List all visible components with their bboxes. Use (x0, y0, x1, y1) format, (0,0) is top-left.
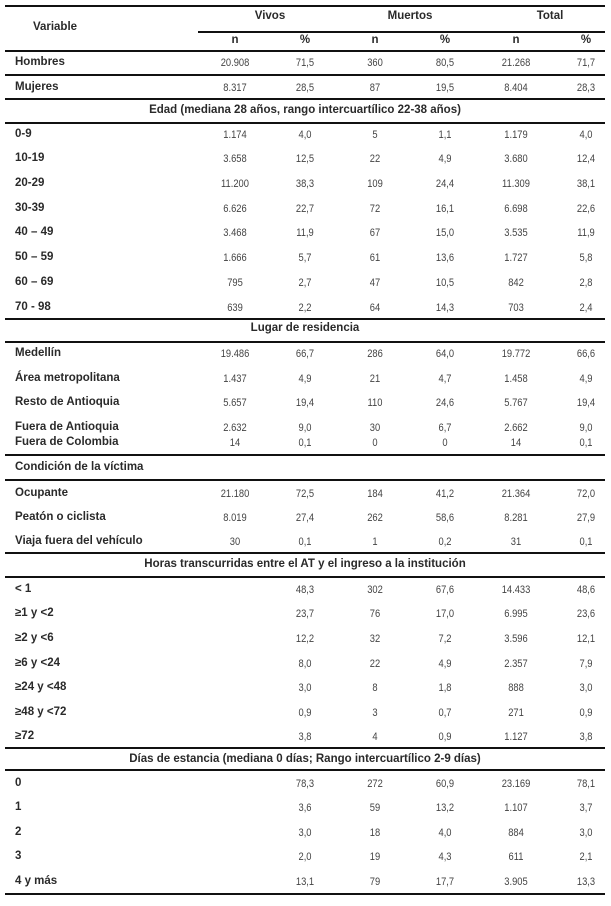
cell-value: 2,0 (298, 851, 312, 863)
cell-value: 59 (369, 802, 381, 814)
cell-value: 3,0 (579, 827, 593, 839)
cell-value: 27,4 (295, 512, 315, 524)
row-label: Medellín (15, 347, 62, 359)
cell-value: 19.486 (220, 348, 250, 360)
cell-value: 360 (367, 57, 383, 69)
cell-value: 2.662 (504, 422, 528, 434)
cell-value: 2,1 (579, 851, 593, 863)
rule-line (5, 552, 605, 554)
row-label: 4 y más (15, 875, 58, 887)
cell-value: 0 (442, 437, 448, 449)
cell-value: 21.268 (501, 57, 531, 69)
cell-value: 1.437 (223, 373, 247, 385)
rule-line (5, 479, 605, 481)
cell-value: 3 (372, 707, 378, 719)
cell-value: 13,2 (435, 802, 455, 814)
cell-value: 0,1 (579, 437, 593, 449)
cell-value: 272 (367, 778, 383, 790)
cell-value: 11,9 (296, 227, 314, 239)
cell-value: 13,6 (435, 252, 455, 264)
cell-value: 1 (372, 536, 378, 548)
cell-value: 60,9 (435, 778, 455, 790)
row-label: Hombres (15, 56, 65, 68)
row-label: ≥1 y <2 (15, 607, 54, 619)
cell-value: 12,5 (295, 153, 315, 165)
row-label: Área metropolitana (15, 372, 120, 384)
cell-value: 72,5 (295, 488, 315, 500)
cell-value: 78,3 (295, 778, 315, 790)
cell-value: 2,8 (579, 277, 593, 289)
cell-value: 4,0 (579, 129, 593, 141)
cell-value: 23.169 (501, 778, 531, 790)
cell-value: 79 (369, 876, 381, 888)
rule-line (5, 893, 605, 895)
cell-value: 2,2 (298, 302, 312, 314)
cell-value: 4,9 (438, 658, 452, 670)
cell-value: 1.727 (504, 252, 528, 264)
cell-value: 38,1 (576, 178, 596, 190)
row-label: ≥24 y <48 (15, 681, 67, 693)
cell-value: 639 (227, 302, 243, 314)
cell-value: 6.995 (504, 608, 528, 620)
cell-value: 19 (369, 851, 381, 863)
cell-value: 31 (510, 536, 522, 548)
cell-value: 271 (508, 707, 524, 719)
row-label: ≥2 y <6 (15, 632, 54, 644)
cell-value: 3,0 (298, 682, 312, 694)
cell-value: 2,4 (579, 302, 593, 314)
header-subcol: n (512, 34, 520, 46)
section-heading: Horas transcurridas entre el AT y el ingreso a la institución (144, 558, 466, 570)
cell-value: 71,5 (295, 57, 315, 69)
row-label: ≥48 y <72 (15, 706, 67, 718)
cell-value: 0,1 (298, 437, 312, 449)
header-group: Total (536, 10, 564, 22)
cell-value: 9,0 (579, 422, 593, 434)
cell-value: 3,0 (298, 827, 312, 839)
cell-value: 13,1 (295, 876, 315, 888)
row-label: 3 (15, 850, 22, 862)
cell-value: 23,7 (295, 608, 315, 620)
cell-value: 20.908 (220, 57, 250, 69)
cell-value: 8.317 (223, 82, 247, 94)
row-label: 40 – 49 (15, 226, 54, 238)
cell-value: 1.458 (504, 373, 528, 385)
cell-value: 17,7 (435, 876, 455, 888)
row-label: Fuera de Antioquia (15, 421, 119, 433)
rule-line (5, 122, 605, 124)
cell-value: 24,6 (435, 397, 455, 409)
rule-line (5, 769, 605, 771)
cell-value: 0,1 (579, 536, 593, 548)
row-label: Resto de Antioquia (15, 396, 120, 408)
cell-value: 3,6 (298, 802, 312, 814)
cell-value: 703 (508, 302, 524, 314)
rule-line (5, 74, 605, 76)
cell-value: 22 (369, 658, 381, 670)
cell-value: 19,4 (576, 397, 596, 409)
cell-value: 0,9 (298, 707, 312, 719)
row-label: Peatón o ciclista (15, 511, 106, 523)
cell-value: 3,8 (298, 731, 312, 743)
cell-value: 1.107 (504, 802, 528, 814)
cell-value: 47 (369, 277, 381, 289)
cell-value: 2.632 (223, 422, 247, 434)
cell-value: 286 (367, 348, 383, 360)
cell-value: 13,3 (576, 876, 596, 888)
cell-value: 67 (369, 227, 381, 239)
header-subcol: n (371, 34, 379, 46)
cell-value: 28,5 (295, 82, 315, 94)
cell-value: 30 (369, 422, 381, 434)
header-subcol: % (439, 34, 451, 46)
cell-value: 19,4 (295, 397, 315, 409)
cell-value: 0,2 (438, 536, 452, 548)
section-heading: Condición de la víctima (15, 461, 144, 473)
row-label: 30-39 (15, 202, 45, 214)
cell-value: 1.127 (504, 731, 528, 743)
cell-value: 3,7 (579, 802, 593, 814)
cell-value: 5 (372, 129, 378, 141)
cell-value: 66,7 (295, 348, 315, 360)
cell-value: 3,8 (579, 731, 593, 743)
cell-value: 61 (369, 252, 381, 264)
cell-value: 0,9 (579, 707, 593, 719)
cell-value: 27,9 (576, 512, 596, 524)
cell-value: 76 (369, 608, 381, 620)
cell-value: 1,8 (438, 682, 452, 694)
cell-value: 888 (508, 682, 524, 694)
cell-value: 6.698 (504, 203, 528, 215)
cell-value: 5.657 (223, 397, 247, 409)
cell-value: 16,1 (435, 203, 455, 215)
cell-value: 262 (367, 512, 383, 524)
cell-value: 24,4 (435, 178, 455, 190)
cell-value: 8.404 (504, 82, 528, 94)
cell-value: 8,0 (298, 658, 312, 670)
cell-value: 4 (372, 731, 378, 743)
cell-value: 10,5 (435, 277, 455, 289)
cell-value: 64 (369, 302, 381, 314)
cell-value: 66,6 (576, 348, 596, 360)
cell-value: 17,0 (435, 608, 455, 620)
cell-value: 22,6 (576, 203, 596, 215)
rule-line (5, 341, 605, 343)
cell-value: 0 (372, 437, 378, 449)
cell-value: 48,6 (576, 584, 596, 596)
row-label: 10-19 (15, 152, 45, 164)
section-heading: Días de estancia (mediana 0 días; Rango intercuartílico 2-9 días) (129, 753, 481, 765)
cell-value: 8.019 (223, 512, 247, 524)
header-variable: Variable (32, 21, 78, 33)
row-label: < 1 (15, 583, 32, 595)
cell-value: 80,5 (435, 57, 455, 69)
section-heading: Edad (mediana 28 años, rango intercuartílico 22-38 años) (149, 104, 461, 116)
cell-value: 15,0 (435, 227, 455, 239)
cell-value: 78,1 (576, 778, 596, 790)
cell-value: 884 (508, 827, 524, 839)
cell-value: 22 (369, 153, 381, 165)
cell-value: 8 (372, 682, 378, 694)
cell-value: 6.626 (223, 203, 247, 215)
cell-value: 8.281 (504, 512, 528, 524)
cell-value: 109 (367, 178, 383, 190)
cell-value: 4,9 (579, 373, 593, 385)
cell-value: 5,8 (579, 252, 593, 264)
cell-value: 4,0 (298, 129, 312, 141)
cell-value: 1,1 (438, 129, 452, 141)
header-subcol: % (580, 34, 592, 46)
cell-value: 0,7 (438, 707, 452, 719)
cell-value: 3.658 (223, 153, 247, 165)
cell-value: 12,1 (576, 633, 596, 645)
rule-line (5, 576, 605, 578)
rule-line (5, 5, 605, 7)
cell-value: 87 (369, 82, 381, 94)
cell-value: 22,7 (295, 203, 315, 215)
row-label: Ocupante (15, 487, 69, 499)
cell-value: 11.309 (502, 178, 530, 190)
cell-value: 14 (510, 437, 522, 449)
row-label: Fuera de Colombia (15, 436, 119, 448)
section-heading: Lugar de residencia (250, 322, 360, 334)
cell-value: 14 (229, 437, 241, 449)
row-label: 1 (15, 801, 22, 813)
cell-value: 23,6 (576, 608, 596, 620)
cell-value: 795 (227, 277, 243, 289)
cell-value: 72,0 (576, 488, 596, 500)
rule-line (5, 50, 605, 52)
header-group: Muertos (387, 10, 433, 22)
cell-value: 3.535 (504, 227, 528, 239)
rule-line (5, 98, 605, 100)
cell-value: 14.433 (501, 584, 531, 596)
cell-value: 1.666 (223, 252, 247, 264)
cell-value: 110 (367, 397, 383, 409)
cell-value: 302 (367, 584, 383, 596)
rule-line (5, 318, 605, 320)
cell-value: 0,9 (438, 731, 452, 743)
cell-value: 7,9 (579, 658, 593, 670)
row-label: 60 – 69 (15, 276, 54, 288)
row-label: 0 (15, 777, 22, 789)
cell-value: 58,6 (435, 512, 455, 524)
cell-value: 28,3 (576, 82, 596, 94)
cell-value: 1.179 (504, 129, 528, 141)
cell-value: 184 (367, 488, 383, 500)
rule-line (198, 31, 605, 33)
row-label: Mujeres (15, 81, 59, 93)
cell-value: 32 (369, 633, 381, 645)
cell-value: 21.364 (501, 488, 531, 500)
cell-value: 18 (369, 827, 381, 839)
cell-value: 11,9 (577, 227, 595, 239)
cell-value: 9,0 (298, 422, 312, 434)
cell-value: 2,7 (298, 277, 312, 289)
row-label: 2 (15, 826, 22, 838)
cell-value: 3.680 (504, 153, 528, 165)
cell-value: 6,7 (438, 422, 452, 434)
cell-value: 41,2 (435, 488, 455, 500)
cell-value: 11.200 (221, 178, 249, 190)
row-label: 20-29 (15, 177, 45, 189)
row-label: 0-9 (15, 128, 32, 140)
cell-value: 14,3 (435, 302, 455, 314)
row-label: ≥6 y <24 (15, 657, 61, 669)
cell-value: 4,3 (438, 851, 452, 863)
cell-value: 4,0 (438, 827, 452, 839)
cell-value: 3.468 (223, 227, 247, 239)
cell-value: 3.596 (504, 633, 528, 645)
cell-value: 19.772 (501, 348, 531, 360)
rule-line (5, 454, 605, 456)
cell-value: 71,7 (576, 57, 596, 69)
rule-line (5, 747, 605, 749)
cell-value: 4,7 (438, 373, 452, 385)
cell-value: 30 (229, 536, 241, 548)
cell-value: 64,0 (435, 348, 455, 360)
row-label: 50 – 59 (15, 251, 54, 263)
cell-value: 1.174 (223, 129, 247, 141)
cell-value: 2.357 (504, 658, 528, 670)
cell-value: 21 (369, 373, 381, 385)
row-label: 70 - 98 (15, 301, 51, 313)
header-subcol: n (231, 34, 239, 46)
cell-value: 38,3 (295, 178, 315, 190)
cell-value: 21.180 (220, 488, 250, 500)
cell-value: 12,4 (576, 153, 596, 165)
cell-value: 19,5 (435, 82, 455, 94)
cell-value: 611 (508, 851, 524, 863)
cell-value: 12,2 (295, 633, 315, 645)
header-group: Vivos (254, 10, 286, 22)
cell-value: 7,2 (438, 633, 452, 645)
cell-value: 3,0 (579, 682, 593, 694)
header-subcol: % (299, 34, 311, 46)
cell-value: 48,3 (295, 584, 315, 596)
cell-value: 4,9 (438, 153, 452, 165)
cell-value: 0,1 (298, 536, 312, 548)
cell-value: 72 (369, 203, 381, 215)
cell-value: 842 (508, 277, 524, 289)
cell-value: 4,9 (298, 373, 312, 385)
cell-value: 3.905 (504, 876, 528, 888)
row-label: ≥72 (15, 730, 35, 742)
row-label: Viaja fuera del vehículo (15, 535, 143, 547)
cell-value: 67,6 (435, 584, 455, 596)
cell-value: 5,7 (298, 252, 312, 264)
cell-value: 5.767 (504, 397, 528, 409)
